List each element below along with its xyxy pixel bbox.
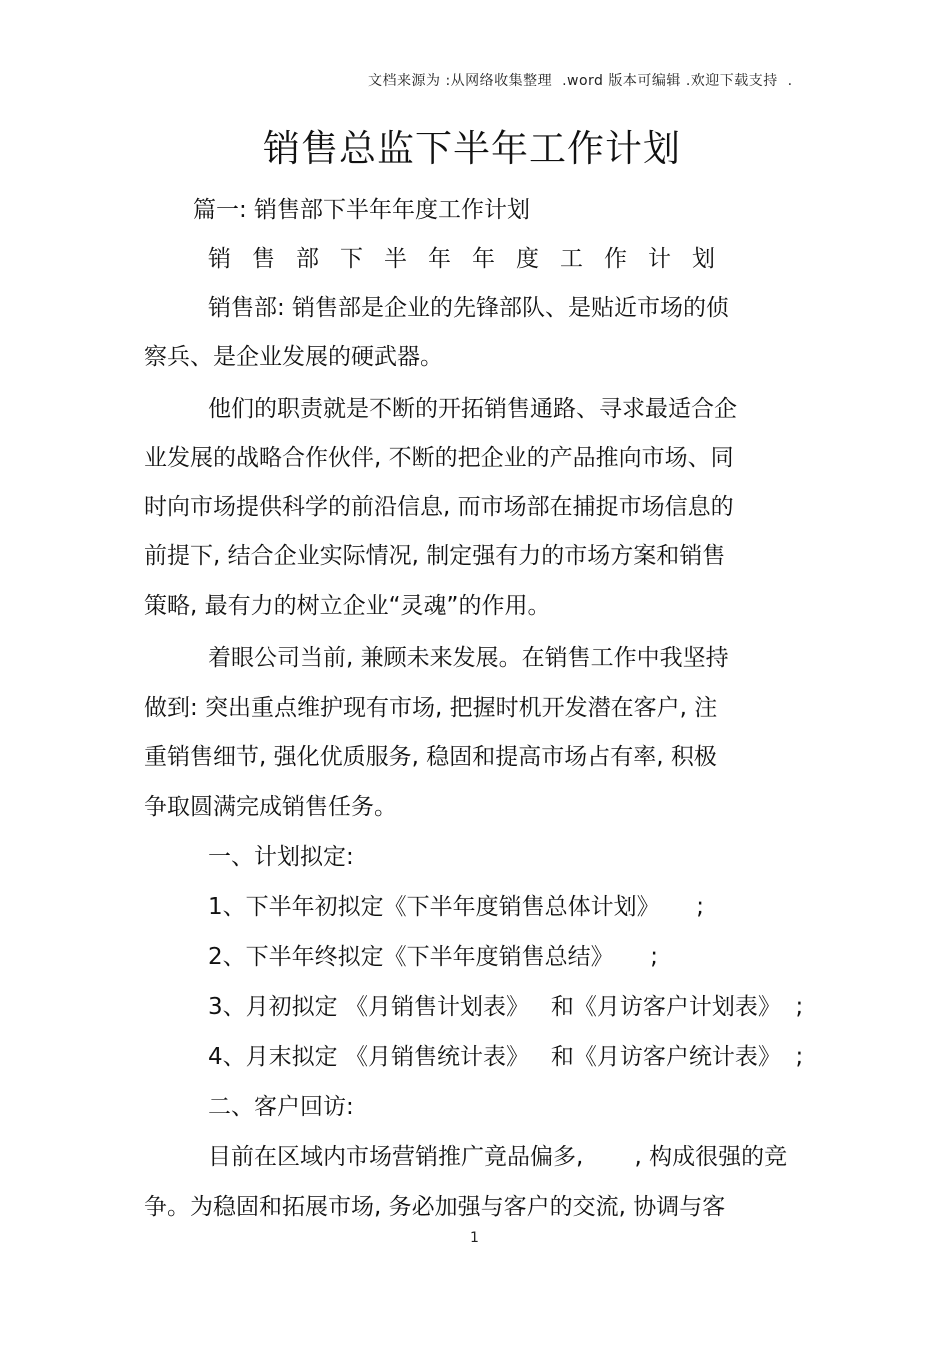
paragraph-line: 目前在区域内市场营销推广竟品偏多, , 构成很强的竞 <box>208 1144 788 1170</box>
paragraph-line: 前提下, 结合企业实际情况, 制定强有力的市场方案和销售 <box>144 543 726 569</box>
section-heading: 一、计划拟定: <box>208 844 354 870</box>
paragraph-line: 他们的职责就是不断的开拓销售通路、寻求最适合企 <box>208 396 737 422</box>
page-number: 1 <box>470 1230 479 1246</box>
document-title: 销售总监下半年工作计划 <box>263 127 681 170</box>
list-item: 2、下半年终拟定《下半年度销售总结》 ; <box>208 944 658 970</box>
paragraph-line: 着眼公司当前, 兼顾未来发展。在销售工作中我坚持 <box>208 645 729 671</box>
paragraph-line: 策略, 最有力的树立企业“灵魂”的作用。 <box>144 593 551 619</box>
paragraph-line: 争。为稳固和拓展市场, 务必加强与客户的交流, 协调与客 <box>144 1194 726 1220</box>
list-item: 1、下半年初拟定《下半年度销售总体计划》 ; <box>208 894 704 920</box>
paragraph-line: 重销售细节, 强化优质服务, 稳固和提高市场占有率, 积极 <box>144 744 717 770</box>
paragraph-line: 做到: 突出重点维护现有市场, 把握时机开发潜在客户, 注 <box>144 695 718 721</box>
paragraph-line: 时向市场提供科学的前沿信息, 而市场部在捕捉市场信息的 <box>144 494 734 520</box>
spaced-subheading: 销售部下半年年度工作计划 <box>208 246 736 272</box>
paragraph-line: 争取圆满完成销售任务。 <box>144 794 397 820</box>
paragraph-line: 察兵、是企业发展的硬武器。 <box>144 344 443 370</box>
section-heading: 篇一: 销售部下半年年度工作计划 <box>193 197 531 223</box>
section-heading: 二、客户回访: <box>208 1094 354 1120</box>
page-header: 文档来源为 :从网络收集整理 .word 版本可编辑 .欢迎下载支持 . <box>368 73 793 89</box>
list-item: 3、月初拟定 《月销售计划表》 和《月访客户计划表》 ; <box>208 994 804 1020</box>
paragraph-line: 销售部: 销售部是企业的先锋部队、是贴近市场的侦 <box>208 295 730 321</box>
paragraph-line: 业发展的战略合作伙伴, 不断的把企业的产品推向市场、同 <box>144 445 734 471</box>
list-item: 4、月末拟定 《月销售统计表》 和《月访客户统计表》 ; <box>208 1044 804 1070</box>
